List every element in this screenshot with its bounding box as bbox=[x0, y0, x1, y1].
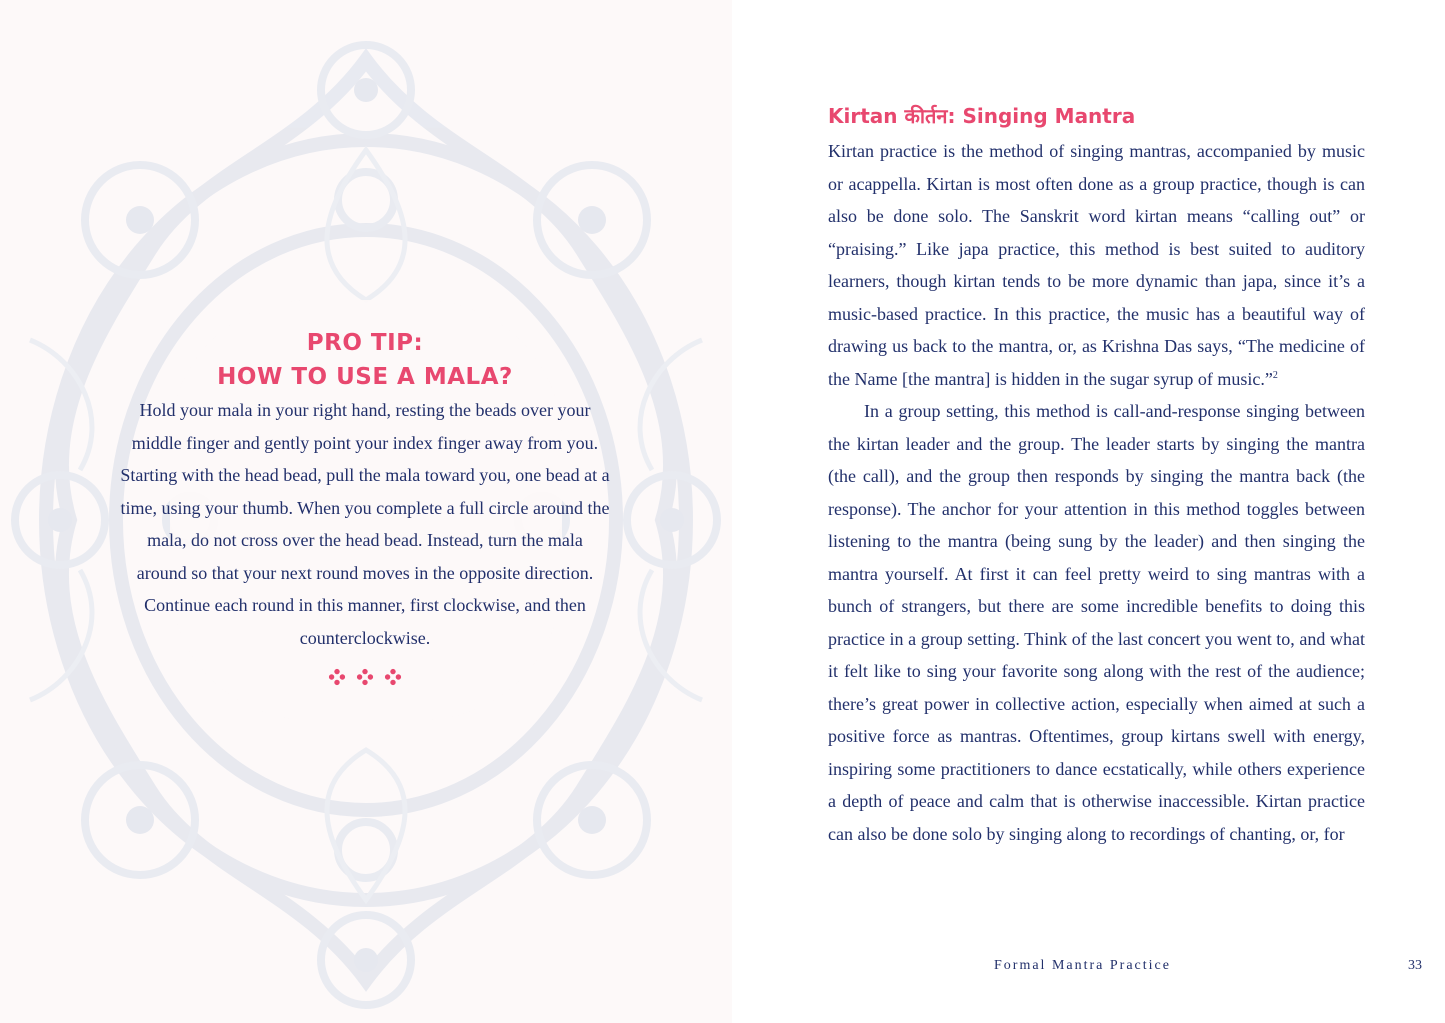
ornament-divider bbox=[120, 668, 610, 686]
right-page bbox=[732, 0, 1445, 1023]
lotus-ornament-icon bbox=[328, 668, 346, 686]
pro-tip-body: Hold your mala in your right hand, resting the beads over your middle finger and gently point your index finger away from you. Starting with the head bead, pull the mala toward you, one bead at a time, using your thumb. When you complete a full circle around the mala, do not cross over the head bead. Instead, turn the mala around so that your next round moves in the opposite direction. Continue each round in this manner, first clockwise, and then counterclockwise. bbox=[120, 400, 610, 648]
paragraph-2: In a group setting, this method is call-and-response singing between the kirtan leader and the group. The leader starts by singing the mantra (the call), and the group then responds by singing the mantra back (the response). The anchor for your attention in this method toggles between listening to the mantra (being sung by the leader) and then singing the mantra yourself. At first it can feel pretty weird to sing mantras with a bunch of strangers, but there are some incredible benefits to doing this practice in a group setting. Think of the last concert you went to, and what it felt like to sing your favorite song along with the rest of the audience; there’s great power in collective action, especially when aimed at such a positive force as mantras. Oftentimes, group kirtans swell with energy, inspiring some practitioners to dance ecstatically, while others experience a depth of peace and calm that is otherwise inaccessible. Kirtan practice can also be done solo by singing along to recordings of chanting, or, for bbox=[828, 401, 1365, 844]
pro-tip-title-line1: PRO TIP: bbox=[306, 330, 424, 356]
lotus-ornament-icon bbox=[356, 668, 374, 686]
lotus-ornament-icon bbox=[384, 668, 402, 686]
page-number: 33 bbox=[1408, 958, 1422, 973]
section-heading: Kirtan कीर्तन: Singing Mantra bbox=[828, 104, 1136, 128]
running-footer-title: Formal Mantra Practice bbox=[994, 958, 1171, 973]
pro-tip-box bbox=[120, 326, 610, 686]
pro-tip-title-line2: HOW TO USE A MALA? bbox=[217, 364, 513, 390]
body-text bbox=[828, 135, 1365, 850]
pro-tip-title bbox=[120, 326, 610, 394]
footnote-ref: 2 bbox=[1272, 369, 1278, 381]
paragraph-1-text: Kirtan practice is the method of singing mantras, accompanied by music or acappella. Kirtan is most often done as a group practice, though is can also be done solo. The Sanskrit word kirtan means “calling out” or “praising.” Like japa practice, this method is best suited to auditory learners, though kirtan tends to be more dynamic than japa, since it’s a music-based practice. In this practice, the music has a beautiful way of drawing us back to the mantra, or, as Krishna Das says, “The medicine of the Name [the mantra] is hidden in the sugar syrup of music.” bbox=[828, 141, 1365, 389]
paragraph-1 bbox=[828, 135, 1365, 395]
